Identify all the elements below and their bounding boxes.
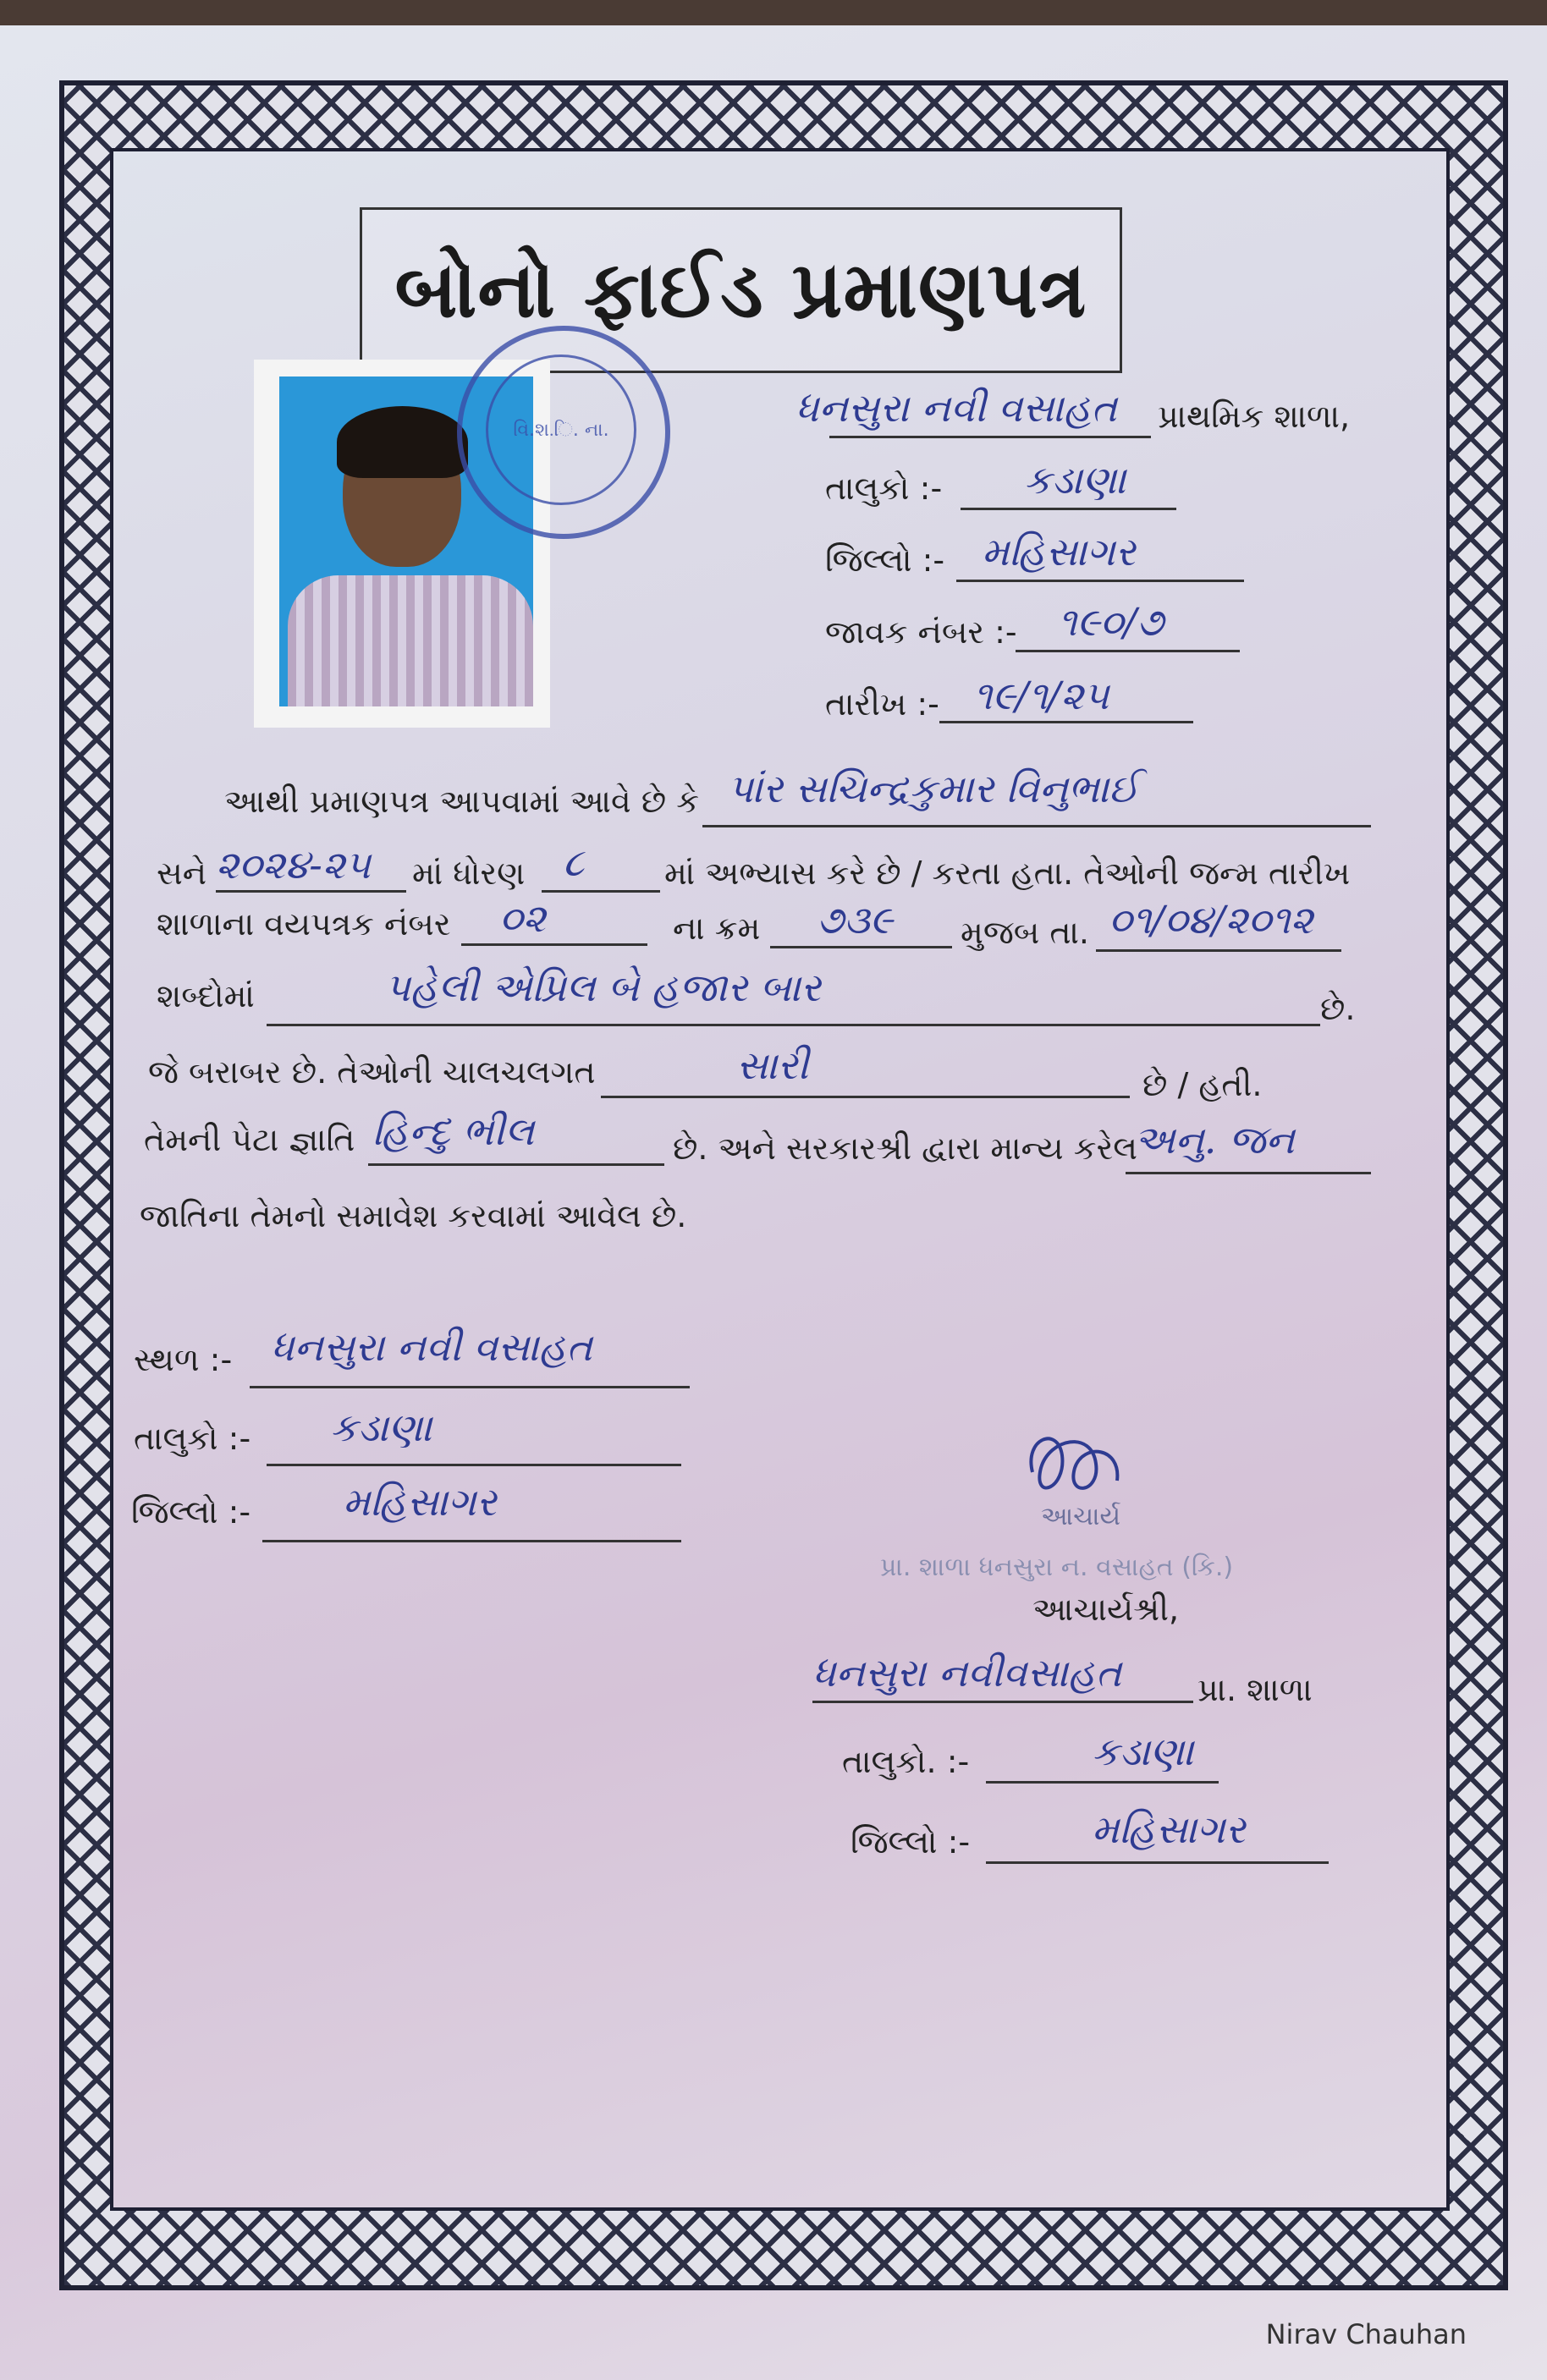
register-label: શાળાના વયપત્રક નંબર: [157, 905, 451, 943]
words-end: છે.: [1320, 990, 1356, 1027]
stamp-inner-ring: [486, 355, 636, 505]
principal-label: આચાર્યશ્રી,: [1032, 1591, 1180, 1628]
conduct-prefix: જે બરાબર છે. તેઓની ચાલચલગત: [148, 1053, 596, 1091]
year-rule: [216, 890, 406, 893]
caste-value: હિન્દુ ભીલ: [372, 1108, 535, 1154]
date-value: ૧૯/૧/૨૫: [973, 673, 1109, 718]
conduct-rule: [601, 1096, 1130, 1098]
certificate-title-box: [360, 207, 1122, 373]
serial-value: ૭૩૯: [817, 897, 893, 943]
caste-rule: [368, 1163, 664, 1166]
footer-district-value: મહિસાગર: [343, 1479, 497, 1525]
place-label: સ્થળ :-: [134, 1341, 233, 1378]
district-rule: [956, 580, 1244, 582]
principal-stamp-line: પ્રા. શાળા ધનસુરા ન. વસાહત (કિ.): [880, 1553, 1234, 1582]
student-name: પાંર સચિન્દ્રકુમાર વિનુભાઈ: [728, 766, 1139, 811]
category-rule: [1126, 1172, 1371, 1174]
words-value: પહેલી એપ્રિલ બે હજાર બાર: [385, 965, 821, 1010]
intro-text: આથી પ્રમાણપત્ર આપવામાં આવે છે કે: [224, 783, 700, 820]
footer-school-value: ધનસુરા નવીવસાહત: [812, 1650, 1122, 1696]
principal-district-value: મહિસાગર: [1092, 1806, 1246, 1852]
footer-taluka-rule: [267, 1464, 681, 1466]
std-rule: [542, 890, 660, 893]
closing-text: જાતિના તેમનો સમાવેશ કરવામાં આવેલ છે.: [140, 1197, 687, 1234]
principal-district-label: જિલ્લો :-: [851, 1823, 971, 1861]
footer-district-label: જિલ્લો :-: [131, 1493, 251, 1531]
outward-rule: [1016, 650, 1240, 652]
footer-school-rule: [812, 1701, 1193, 1703]
dob-rule: [1096, 949, 1341, 952]
taluka-rule: [961, 508, 1176, 510]
conduct-suffix: છે / હતી.: [1142, 1066, 1263, 1103]
photo-hair: [337, 406, 468, 478]
place-value: ધનસુરા નવી વસાહત: [271, 1324, 592, 1370]
photo-shirt: [288, 575, 533, 706]
category-value: અનુ. જન: [1134, 1117, 1295, 1163]
stamp-text: વિ.શ.િ. ના.: [513, 419, 609, 441]
caste-label: તેમની પેટા જ્ઞાતિ: [144, 1121, 355, 1158]
govt-text: છે. અને સરકારશ્રી દ્વારા માન્ય કરેલ: [673, 1130, 1137, 1167]
study-text: માં અભ્યાસ કરે છે / કરતા હતા. તેઓની જન્મ તારીખ: [664, 855, 1351, 892]
serial-rule: [770, 946, 952, 948]
dob-value: ૦૧/૦૪/૨૦૧૨: [1109, 897, 1313, 943]
year-value: ૨૦૨૪-૨૫: [216, 842, 371, 888]
std-label: માં ધોરણ: [412, 855, 526, 892]
footer-taluka-value: કડાણા: [330, 1404, 432, 1450]
student-name-rule: [702, 825, 1371, 827]
principal-signature: [1016, 1421, 1134, 1514]
certificate-title: બોનો ફાઈડ પ્રમાણપત્ર: [394, 244, 1087, 335]
std-value: ૮: [563, 839, 585, 885]
district-label: જિલ્લો :-: [825, 541, 945, 579]
outward-label: જાવક નંબર :-: [825, 613, 1017, 651]
taluka-value: કડાણા: [1024, 457, 1126, 503]
serial-label: ના ક્રમ: [673, 910, 761, 947]
watermark-text: Nirav Chauhan: [1265, 2318, 1467, 2350]
conduct-value: સારી: [736, 1042, 809, 1088]
outward-value: ૧૯૦/૭: [1058, 599, 1164, 645]
taluka-label: તાલુકો :-: [825, 470, 943, 507]
principal-district-rule: [986, 1861, 1329, 1864]
per-label: મુજબ તા.: [961, 914, 1089, 951]
footer-taluka-label: તાલુકો :-: [134, 1420, 251, 1457]
school-name-handwritten: ધનસુરા નવી વસાહત: [796, 385, 1117, 431]
signature-caption: આચાર્ય: [1041, 1502, 1121, 1531]
words-label: શબ્દોમાં: [157, 977, 255, 1014]
date-label: તારીખ :-: [825, 685, 939, 723]
register-value: ૦૨: [499, 895, 546, 941]
school-stamp: [457, 326, 670, 539]
year-label: સને: [157, 855, 207, 892]
principal-taluka-rule: [986, 1781, 1219, 1784]
words-rule: [267, 1024, 1320, 1026]
register-rule: [461, 943, 647, 946]
district-value: મહિસાગર: [982, 529, 1136, 574]
place-rule: [250, 1386, 690, 1388]
footer-school-suffix: પ્રા. શાળા: [1197, 1671, 1313, 1708]
principal-taluka-label: તાલુકો. :-: [842, 1743, 970, 1780]
school-name-rule: [829, 436, 1151, 438]
footer-district-rule: [262, 1540, 681, 1542]
date-rule: [939, 721, 1193, 723]
school-suffix: પ્રાથમિક શાળા,: [1158, 398, 1351, 435]
principal-taluka-value: કડાણા: [1092, 1729, 1194, 1774]
